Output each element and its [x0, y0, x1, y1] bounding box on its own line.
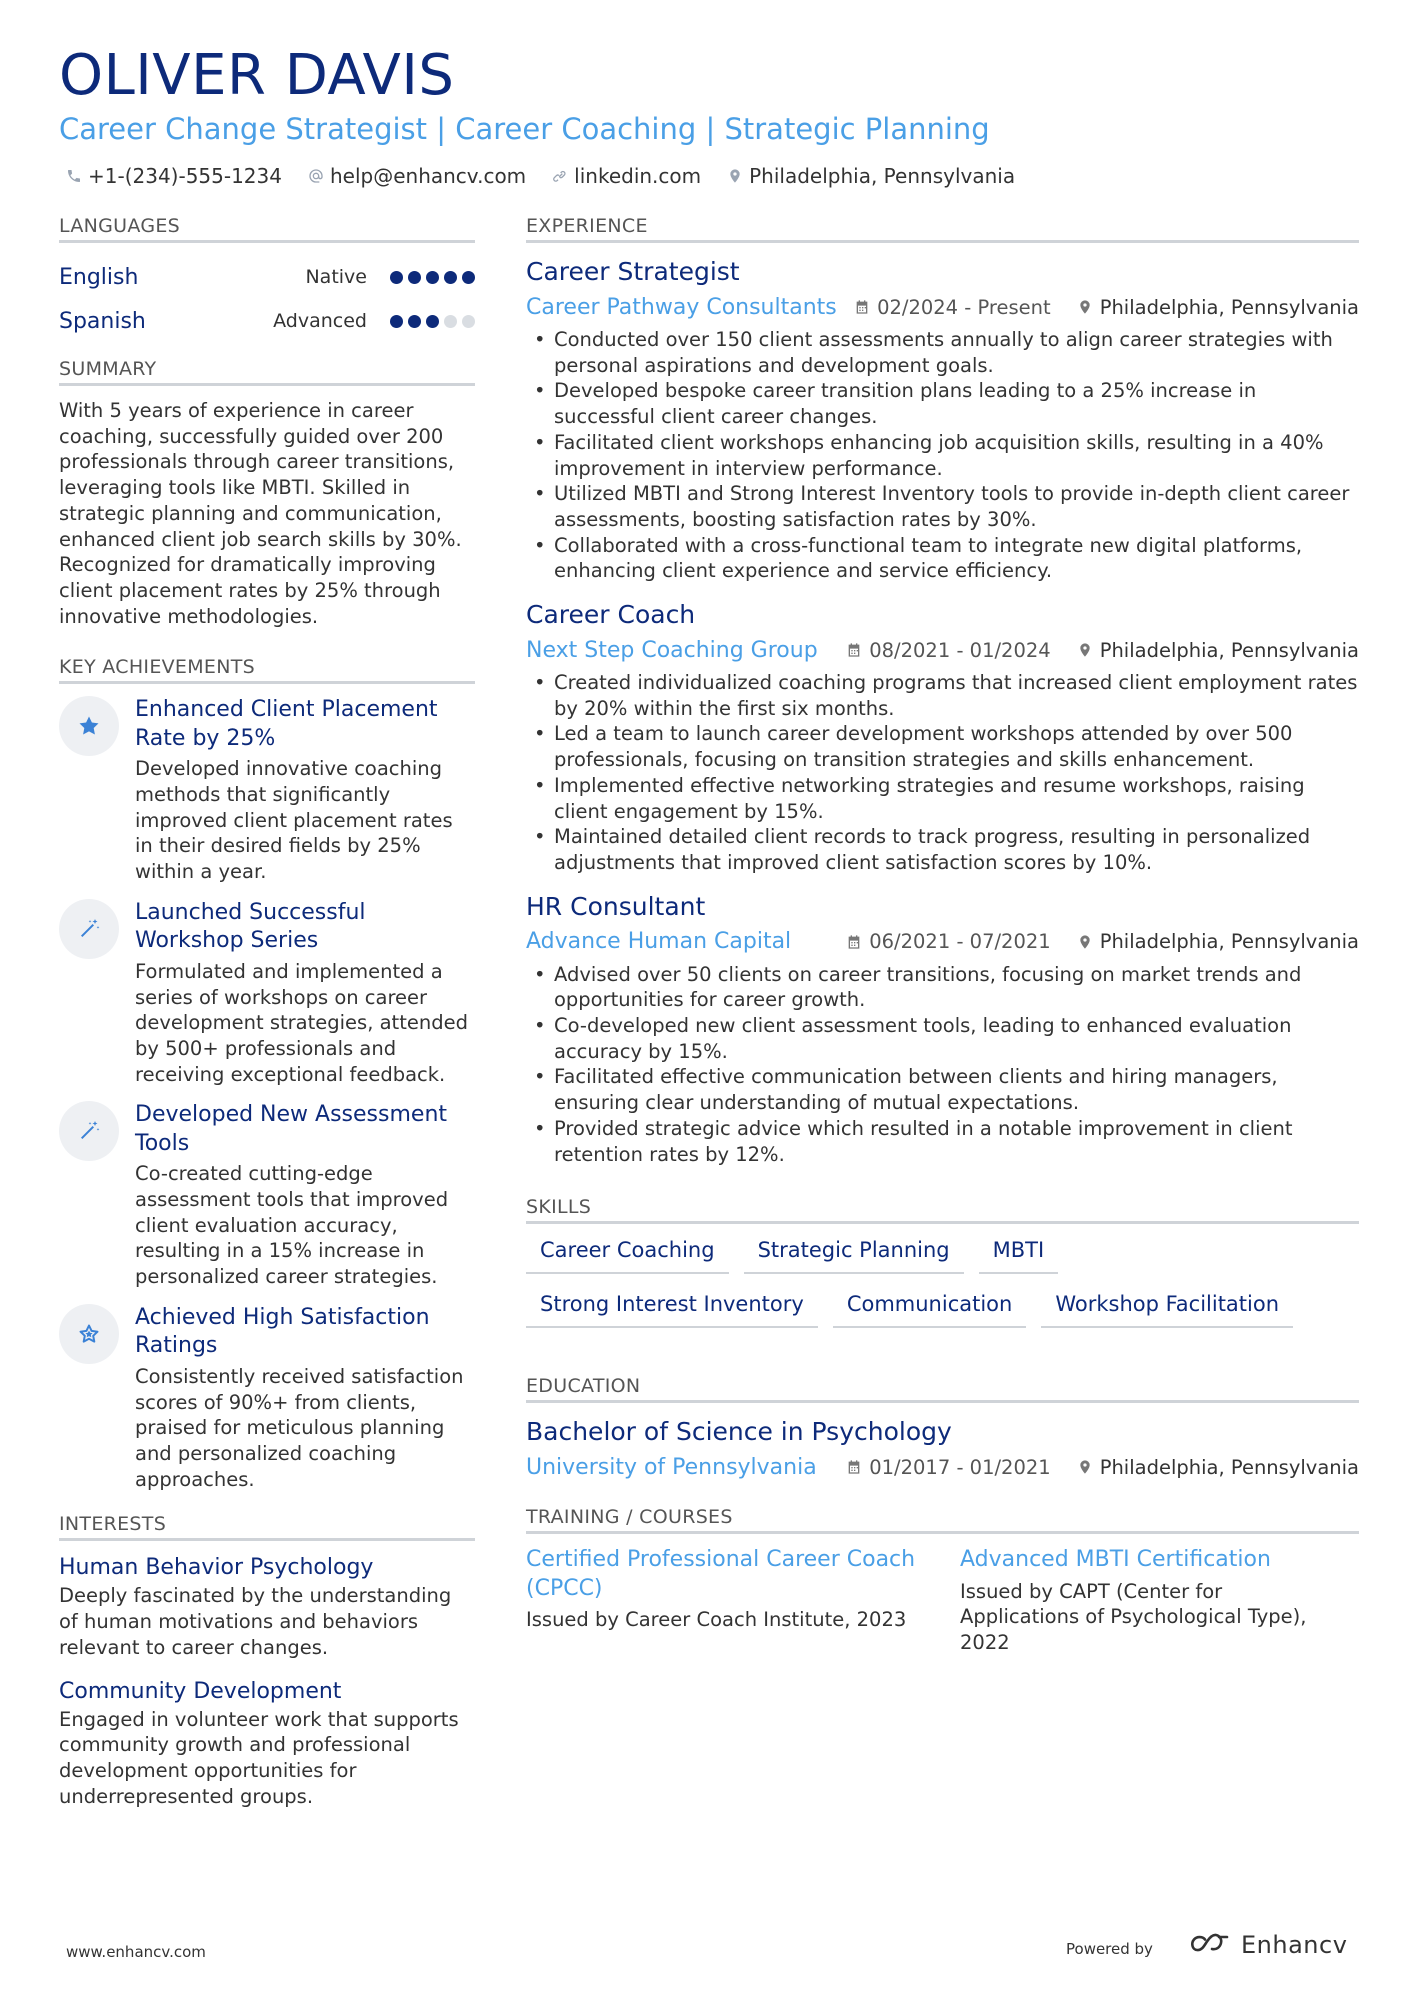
rating-dot-filled [444, 271, 457, 284]
rating-dot-empty [444, 315, 457, 328]
achievement-desc: Formulated and implemented a series of workshops on career development strategies, attended by 500+ professionals and receiving exceptional feedback. [135, 959, 468, 1086]
education-dates: 01/2017 - 01/2021 [869, 1455, 1051, 1479]
section-title-skills: SKILLS [526, 1195, 1359, 1224]
language-item [59, 255, 475, 299]
job-location: Philadelphia, Pennsylvania [1099, 930, 1359, 954]
job-title: Career Strategist [526, 257, 740, 286]
section-title-training: TRAINING / COURSES [526, 1505, 1359, 1534]
interest-item [59, 1553, 475, 1660]
bullet: • Implemented effective networking strategies and resume workshops, raising client engagement by 15%. [526, 773, 1359, 824]
course-desc: Issued by CAPT (Center for Applications of Psychological Type), 2022 [960, 1579, 1307, 1655]
powered-by-label: Powered by [1066, 1940, 1153, 1958]
language-item [59, 299, 475, 343]
section-title-achievements: KEY ACHIEVEMENTS [59, 655, 475, 684]
email-text: help@enhancv.com [329, 164, 527, 188]
rating-dot-filled [390, 271, 403, 284]
section-title-summary: SUMMARY [59, 357, 475, 386]
magic-wand-icon [77, 1119, 101, 1143]
bullet: • Advised over 50 clients on career transitions, focusing on market trends and opportunities for career growth. [526, 962, 1359, 1013]
achievement-title: Launched Successful Workshop Series [135, 899, 366, 954]
job-dates: 06/2021 - 07/2021 [869, 930, 1051, 954]
location-pin-icon [727, 168, 743, 184]
summary-text: With 5 years of experience in career coaching, successfully guided over 200 professionals through career transitions, leveraging tools like MBTI. Skilled in strategic planning and communication, enhanced client job search skills by 30%. Recognized for dramatically improving client placement rates by 25% through innovative methodologies. [59, 399, 462, 628]
skill-tag: Workshop Facilitation [1041, 1290, 1293, 1328]
achievement-title: Developed New Assessment Tools [135, 1102, 448, 1156]
bullet: • Conducted over 150 client assessments annually to align career strategies with personal aspirations and development goals. [526, 327, 1359, 378]
job-bullets [526, 327, 1359, 584]
skill-tag: Strategic Planning [744, 1236, 964, 1274]
phone-icon [66, 168, 82, 184]
languages-list [59, 255, 475, 343]
rating-dot-filled [462, 271, 475, 284]
job-location: Philadelphia, Pennsylvania [1099, 295, 1359, 319]
skill-tag: Communication [833, 1290, 1027, 1328]
rating-dot-filled [408, 271, 421, 284]
job-title: Career Coach [526, 600, 696, 630]
bullet: • Utilized MBTI and Strong Interest Inventory tools to provide in-depth client career assessments, boosting satisfaction rates by 30%. [526, 481, 1359, 532]
education-location: Philadelphia, Pennsylvania [1099, 1455, 1359, 1479]
language-level: Native [305, 266, 367, 288]
section-title-experience: EXPERIENCE [526, 214, 1359, 243]
interest-desc: Engaged in volunteer work that supports community growth and professional development opportunities for underrepresented groups. [59, 1707, 459, 1808]
course-title: Advanced MBTI Certification [960, 1547, 1271, 1573]
training-list [526, 1546, 1359, 1656]
location-pin-icon [1077, 934, 1093, 950]
language-level: Advanced [273, 310, 367, 332]
headline: Career Change Strategist | Career Coaching | Strategic Planning [59, 112, 990, 146]
achievement-title: Enhanced Client Placement Rate by 25% [135, 697, 438, 751]
experience-item [526, 255, 1359, 584]
skills-list [526, 1236, 1359, 1344]
phone-text: +1-(234)-555-1234 [88, 164, 282, 188]
experience-item [526, 890, 1359, 1168]
education-item [526, 1415, 1359, 1485]
left-column [59, 214, 475, 1825]
star-icon [77, 714, 101, 738]
company-name: Advance Human Capital [526, 929, 792, 955]
right-column [526, 214, 1359, 1656]
job-title: HR Consultant [526, 891, 706, 921]
bullet: • Co-developed new client assessment tools, leading to enhanced evaluation accuracy by 15%. [526, 1013, 1359, 1064]
linkedin-text: linkedin.com [574, 164, 702, 188]
achievement-desc: Co-created cutting-edge assessment tools that improved client evaluation accuracy, resulting in a 15% increase in personalized career strategies. [135, 1162, 449, 1289]
bullet: • Facilitated client workshops enhancing job acquisition skills, resulting in a 40% improvement in interview performance. [526, 430, 1359, 481]
interest-title: Human Behavior Psychology [59, 1555, 374, 1581]
bullet: • Provided strategic advice which resulted in a notable improvement in client retention rates by 12%. [526, 1116, 1359, 1167]
contact-bar [66, 164, 1041, 188]
interests-list [59, 1553, 475, 1809]
job-location: Philadelphia, Pennsylvania [1099, 638, 1359, 662]
at-icon [308, 168, 324, 184]
calendar-icon [846, 934, 862, 950]
course-item [960, 1546, 1359, 1656]
brand-name: Enhancv [1241, 1931, 1348, 1959]
achievement-desc: Consistently received satisfaction scores of 90%+ from clients, praised for meticulous planning and personalized coaching approaches. [135, 1364, 464, 1491]
enhancv-logo-icon [1187, 1931, 1233, 1959]
achievement-item [59, 696, 475, 885]
course-desc: Issued by Career Coach Institute, 2023 [526, 1608, 907, 1632]
rating-dot-filled [426, 271, 439, 284]
job-bullets [526, 670, 1359, 876]
achievement-desc: Developed innovative coaching methods that significantly improved client placement rates in their desired fields by 25% within a year. [135, 757, 453, 884]
link-icon [552, 168, 568, 184]
achievement-item [59, 1304, 475, 1493]
interest-item [59, 1677, 475, 1810]
achievement-icon-wrap [59, 696, 119, 756]
degree-title: Bachelor of Science in Psychology [526, 1417, 952, 1447]
achievement-icon-wrap [59, 1101, 119, 1161]
contact-location [727, 164, 1015, 188]
calendar-icon [854, 299, 870, 315]
job-dates: 08/2021 - 01/2024 [869, 638, 1051, 662]
brand-logo[interactable] [1187, 1931, 1347, 1959]
bullet: • Led a team to launch career development workshops attended by over 500 professionals, focusing on transition strategies and skills enhancement. [526, 721, 1359, 772]
achievements-list [59, 696, 475, 1492]
experience-item [526, 598, 1359, 876]
section-title-interests: INTERESTS [59, 1512, 475, 1541]
interest-desc: Deeply fascinated by the understanding of human motivations and behaviors relevant to career changes. [59, 1584, 452, 1659]
bullet: • Facilitated effective communication between clients and hiring managers, ensuring clear understanding of mutual expectations. [526, 1064, 1359, 1115]
bullet: • Created individualized coaching programs that increased client employment rates by 20% within the first six months. [526, 670, 1359, 721]
magic-wand-icon [77, 917, 101, 941]
school-name: University of Pennsylvania [526, 1454, 817, 1480]
language-rating [385, 271, 475, 284]
contact-linkedin[interactable] [552, 164, 701, 188]
achievement-item [59, 899, 475, 1088]
contact-email[interactable] [308, 164, 526, 188]
course-title: Certified Professional Career Coach (CPCC) [526, 1547, 916, 1601]
achievement-title: Achieved High Satisfaction Ratings [135, 1304, 430, 1359]
bullet: • Collaborated with a cross-functional team to integrate new digital platforms, enhancing client experience and service efficiency. [526, 533, 1359, 584]
company-name: Career Pathway Consultants [526, 294, 837, 320]
achievement-icon-wrap [59, 899, 119, 959]
contact-phone[interactable] [66, 164, 282, 188]
location-pin-icon [1077, 1459, 1093, 1475]
company-name: Next Step Coaching Group [526, 637, 818, 663]
skill-tag: Strong Interest Inventory [526, 1290, 818, 1328]
location-text: Philadelphia, Pennsylvania [749, 164, 1016, 188]
star-outline-icon [77, 1322, 101, 1346]
rating-dot-filled [390, 315, 403, 328]
calendar-icon [846, 1459, 862, 1475]
bullet: • Maintained detailed client records to track progress, resulting in personalized adjustments that improved client satisfaction scores by 10%. [526, 824, 1359, 875]
skill-tag: Career Coaching [526, 1236, 729, 1274]
achievement-item [59, 1101, 475, 1290]
calendar-icon [846, 642, 862, 658]
achievement-icon-wrap [59, 1304, 119, 1364]
job-dates: 02/2024 - Present [877, 295, 1051, 319]
location-pin-icon [1077, 642, 1093, 658]
job-bullets [526, 962, 1359, 1168]
skill-tag: MBTI [979, 1236, 1059, 1274]
rating-dot-filled [426, 315, 439, 328]
location-pin-icon [1077, 299, 1093, 315]
candidate-name: OLIVER DAVIS [59, 43, 455, 108]
language-rating [385, 315, 475, 328]
rating-dot-empty [462, 315, 475, 328]
language-name: English [59, 264, 139, 290]
section-title-languages: LANGUAGES [59, 214, 475, 243]
course-item [526, 1546, 960, 1656]
language-name: Spanish [59, 308, 146, 334]
bullet: • Developed bespoke career transition plans leading to a 25% increase in successful client career changes. [526, 378, 1359, 429]
rating-dot-filled [408, 315, 421, 328]
section-title-education: EDUCATION [526, 1374, 1359, 1403]
interest-title: Community Development [59, 1678, 342, 1704]
footer-url[interactable]: www.enhancv.com [66, 1943, 206, 1961]
